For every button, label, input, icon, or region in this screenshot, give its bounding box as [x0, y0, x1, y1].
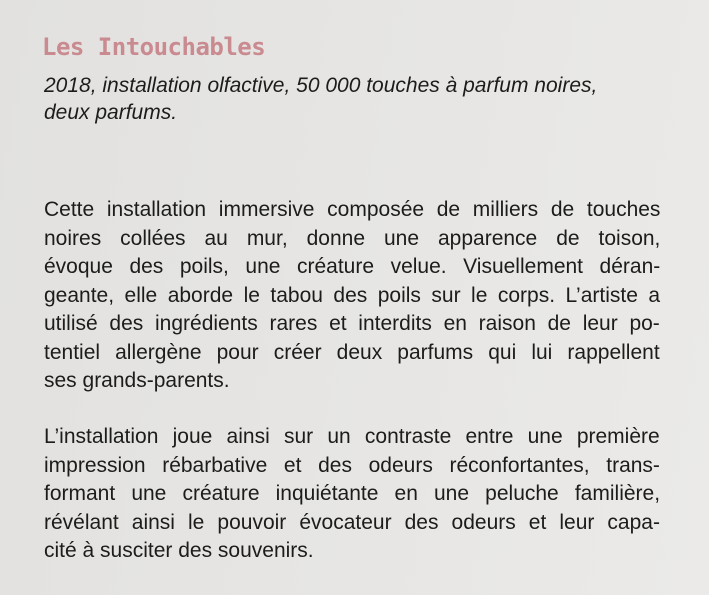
text-line: révélant ainsi le pouvoir évocateur des odeurs et leur capa-	[44, 510, 660, 534]
text-line: évoque des poils, une créature velue. Visuellement déran-	[44, 255, 661, 278]
artwork-details-line: deux parfums.	[44, 101, 178, 124]
text-line: L’installation joue ainsi sur un contraste entre une première	[44, 425, 660, 448]
description-paragraph-2	[44, 423, 660, 566]
text-line: Cette installation immersive composée de milliers de touches	[44, 198, 661, 221]
artwork-title: Les Intouchables	[42, 33, 266, 61]
text-line: geante, elle aborde le tabou des poils sur le corps. L’artiste a	[44, 283, 661, 307]
artwork-details-line: 2018, installation olfactive, 50 000 touches à parfum noires,	[44, 74, 598, 97]
text-line: utilisé des ingrédients rares et interdits en raison de leur po-	[44, 312, 660, 335]
text-line: tentiel allergène pour créer deux parfums qui lui rappellent	[44, 340, 660, 364]
text-line: noires collées au mur, donne une apparence de toison,	[44, 226, 661, 250]
description-paragraph-1	[44, 196, 660, 396]
text-line: impression rébarbative et des odeurs réconfortantes, trans-	[44, 453, 660, 477]
text-line: cité à susciter des souvenirs.	[44, 539, 314, 562]
artwork-details	[44, 72, 684, 126]
text-line: ses grands-parents.	[44, 369, 230, 392]
text-line: formant une créature inquiétante en une peluche familière,	[44, 482, 661, 505]
